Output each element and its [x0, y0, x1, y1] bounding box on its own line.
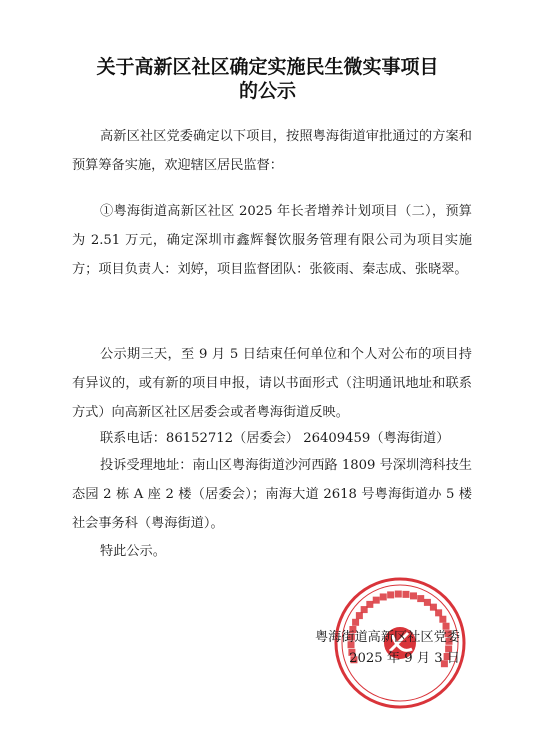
seal-glyph	[373, 597, 380, 604]
seal-glyph	[356, 612, 363, 619]
seal-glyph	[435, 609, 442, 616]
contact-phone-paragraph: 联系电话：86152712（居委会） 26409459（粤海街道）	[100, 431, 450, 446]
seal-glyph	[395, 591, 402, 598]
signature-date: 2025 年 9 月 3 日	[349, 651, 460, 666]
seal-glyph	[402, 591, 409, 598]
seal-glyph	[410, 592, 417, 599]
complaint-address-paragraph: 投诉受理地址：南山区粤海街道沙河西路 1809 号深圳湾科技生态园 2 栋 A 座 2 楼（居委会）；南海大道 2618 号粤海街道办 5 楼社会事务科（粤海街道）。	[72, 458, 472, 531]
signature-organization: 粤海街道高新区社区党委	[314, 630, 460, 645]
seal-glyph	[424, 599, 431, 606]
seal-glyph	[439, 616, 446, 623]
project-item-paragraph: ①粤海街道高新区社区 2025 年长者增养计划项目（二），预算为 2.51 万元，确定深圳市鑫辉餐饮服务管理有限公司为项目实施方；项目负责人：刘婷，项目监督团队：张筱雨、秦志成、张晓翠。	[72, 204, 472, 277]
document-title-line2: 的公示	[238, 80, 296, 102]
seal-glyph	[387, 591, 394, 598]
document-title-line1: 关于高新区社区确定实施民生微实事项目	[96, 56, 439, 78]
seal-glyph	[352, 619, 359, 626]
intro-paragraph: 高新区社区党委确定以下项目，按照粤海街道审批通过的方案和预算筹备实施，欢迎辖区居民监督：	[72, 129, 472, 173]
closing-paragraph: 特此公示。	[100, 544, 166, 559]
seal-glyph	[417, 595, 424, 602]
notice-paragraph: 公示期三天，至 9 月 5 日结束任何单位和个人对公布的项目持有异议的，或有新的项目申报，请以书面形式（注明通讯地址和联系方式）向高新区社区居委会或者粤海街道反映。	[72, 347, 472, 420]
seal-glyph	[380, 593, 387, 600]
seal-glyph	[366, 601, 373, 608]
